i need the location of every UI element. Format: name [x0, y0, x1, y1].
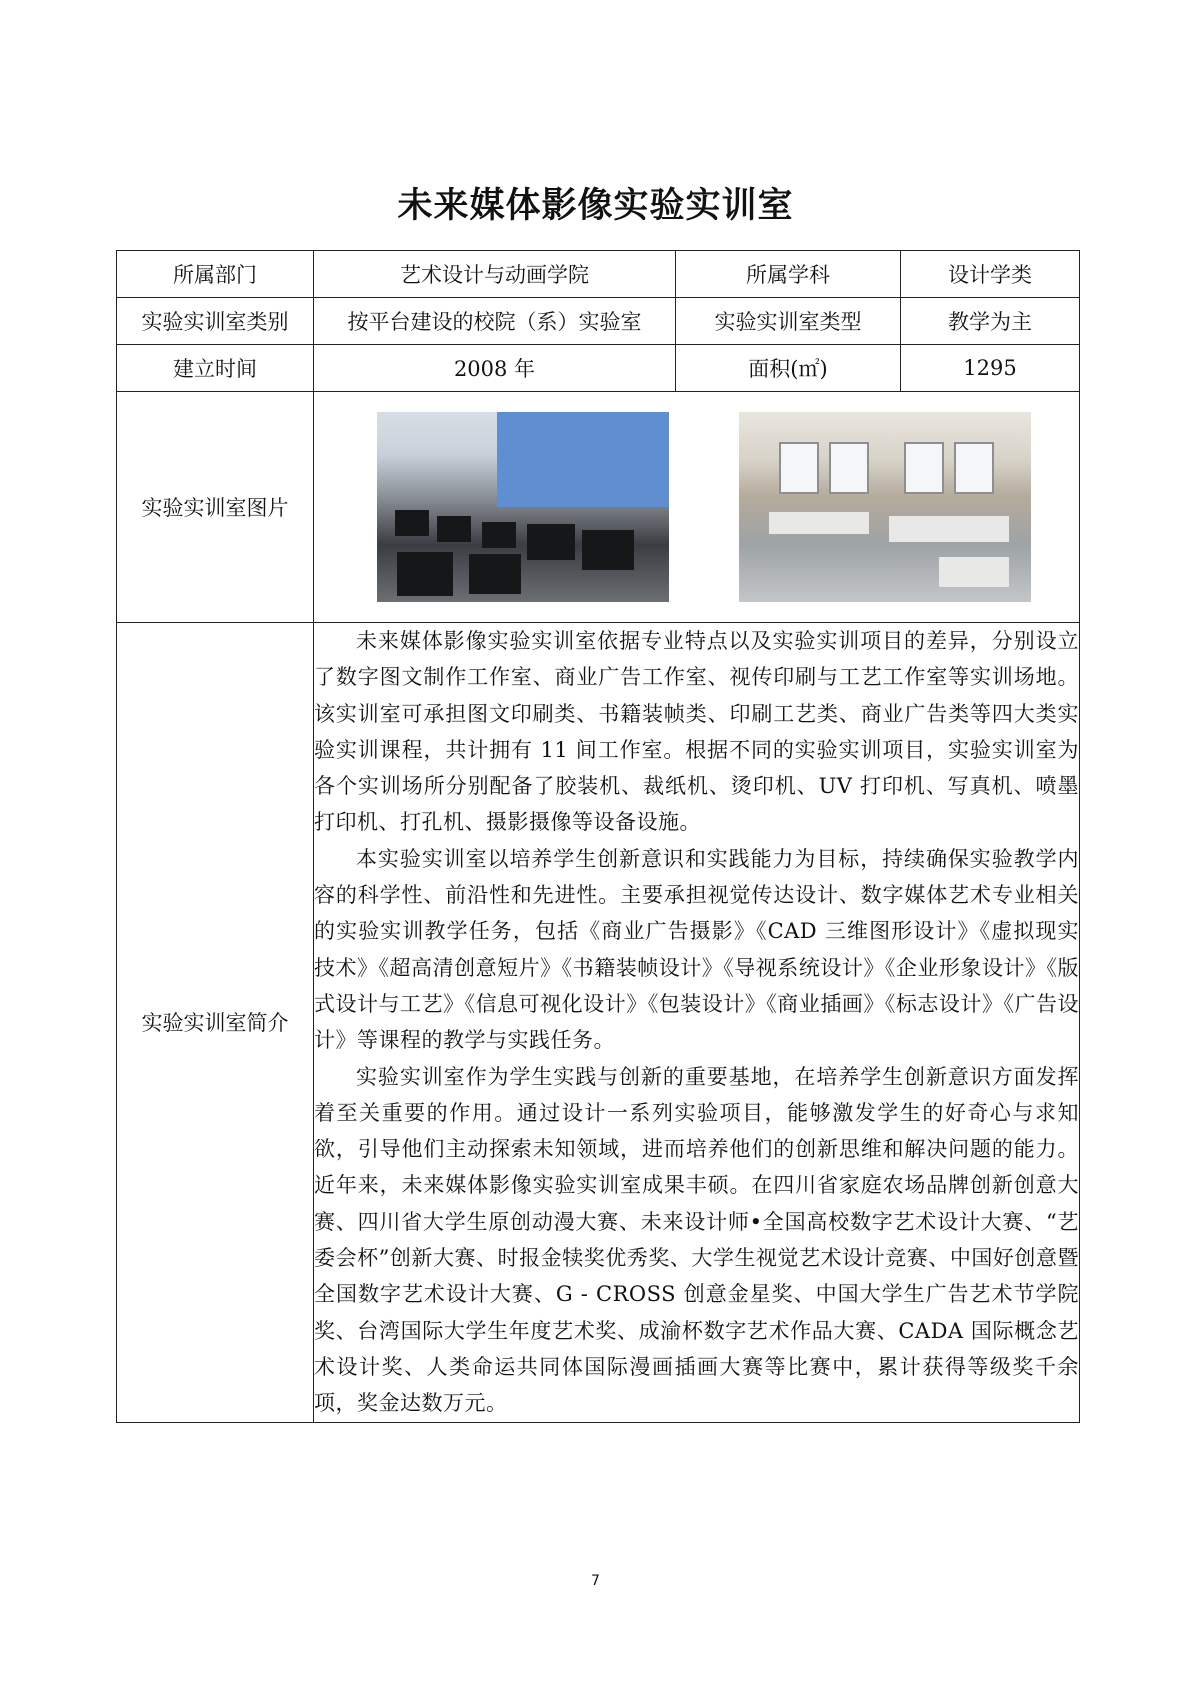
table-row [117, 345, 1080, 392]
discipline-value: 设计学类 [901, 251, 1080, 298]
intro-paragraph: 实验实训室作为学生实践与创新的重要基地，在培养学生创新意识方面发挥着至关重要的作用。通过设计一系列实验项目，能够激发学生的好奇心与求知欲，引导他们主动探索未知领域，进而培养他们的创新思维和解决问题的能力。近年来，未来媒体影像实验实训室成果丰硕。在四川省家庭农场品牌创新创意大赛、四川省大学生原创动漫大赛、未来设计师•全国高校数字艺术设计大赛、“艺委会杯”创新大赛、时报金犊奖优秀奖、大学生视觉艺术设计竞赛、中国好创意暨全国数字艺术设计大赛、G - CROSS 创意金星奖、中国大学生广告艺术节学院奖、台湾国际大学生年度艺术奖、成渝杯数字艺术作品大赛、CADA 国际概念艺术设计奖、人类命运共同体国际漫画插画大赛等比赛中，累计获得等级奖千余项，奖金达数万元。 [314, 1064, 1079, 1416]
intro-paragraph: 未来媒体影像实验实训室依据专业特点以及实验实训项目的差异，分别设立了数字图文制作工作室、商业广告工作室、视传印刷与工艺工作室等实训场地。该实训室可承担图文印刷类、书籍装帧类、印刷工艺类、商业广告类等四大类实验实训课程，共计拥有 11 间工作室。根据不同的实验实训项目，实验实训室为各个实训场所分别配备了胶装机、裁纸机、烫印机、UV 打印机、写真机、喷墨打印机、打孔机、摄影摄像等设备设施。 [314, 629, 1079, 835]
lab-photo-computer-room [377, 412, 669, 602]
photos-cell [314, 392, 1080, 623]
page-title: 未来媒体影像实验实训室 [397, 186, 794, 226]
photos-label: 实验实训室图片 [117, 392, 314, 623]
table-row [117, 251, 1080, 298]
table-row [117, 623, 1080, 1423]
lab-category-label: 实验实训室类别 [117, 298, 314, 345]
department-value: 艺术设计与动画学院 [314, 251, 676, 298]
lab-type-value: 教学为主 [901, 298, 1080, 345]
established-label: 建立时间 [117, 345, 314, 392]
lab-info-table [116, 250, 1080, 1423]
page-number: 7 [591, 1573, 600, 1589]
intro-paragraph: 本实验实训室以培养学生创新意识和实践能力为目标，持续确保实验教学内容的科学性、前沿性和先进性。主要承担视觉传达设计、数字媒体艺术专业相关的实验实训教学任务，包括《商业广告摄影》《CAD 三维图形设计》《虚拟现实技术》《超高清创意短片》《书籍装帧设计》《导视系统设计》《企业形象设计》《版式设计与工艺》《信息可视化设计》《包装设计》《商业插画》《标志设计》《广告设计》等课程的教学与实践任务。 [314, 846, 1079, 1053]
department-label: 所属部门 [117, 251, 314, 298]
area-label: 面积(㎡) [676, 345, 901, 392]
area-value: 1295 [901, 345, 1080, 392]
lab-category-value: 按平台建设的校院（系）实验室 [314, 298, 676, 345]
intro-label: 实验实训室简介 [117, 623, 314, 1423]
lab-type-label: 实验实训室类型 [676, 298, 901, 345]
established-value: 2008 年 [314, 345, 676, 392]
intro-text [314, 623, 1080, 1423]
discipline-label: 所属学科 [676, 251, 901, 298]
table-row [117, 298, 1080, 345]
table-row [117, 392, 1080, 623]
lab-photo-workshop [739, 412, 1031, 602]
